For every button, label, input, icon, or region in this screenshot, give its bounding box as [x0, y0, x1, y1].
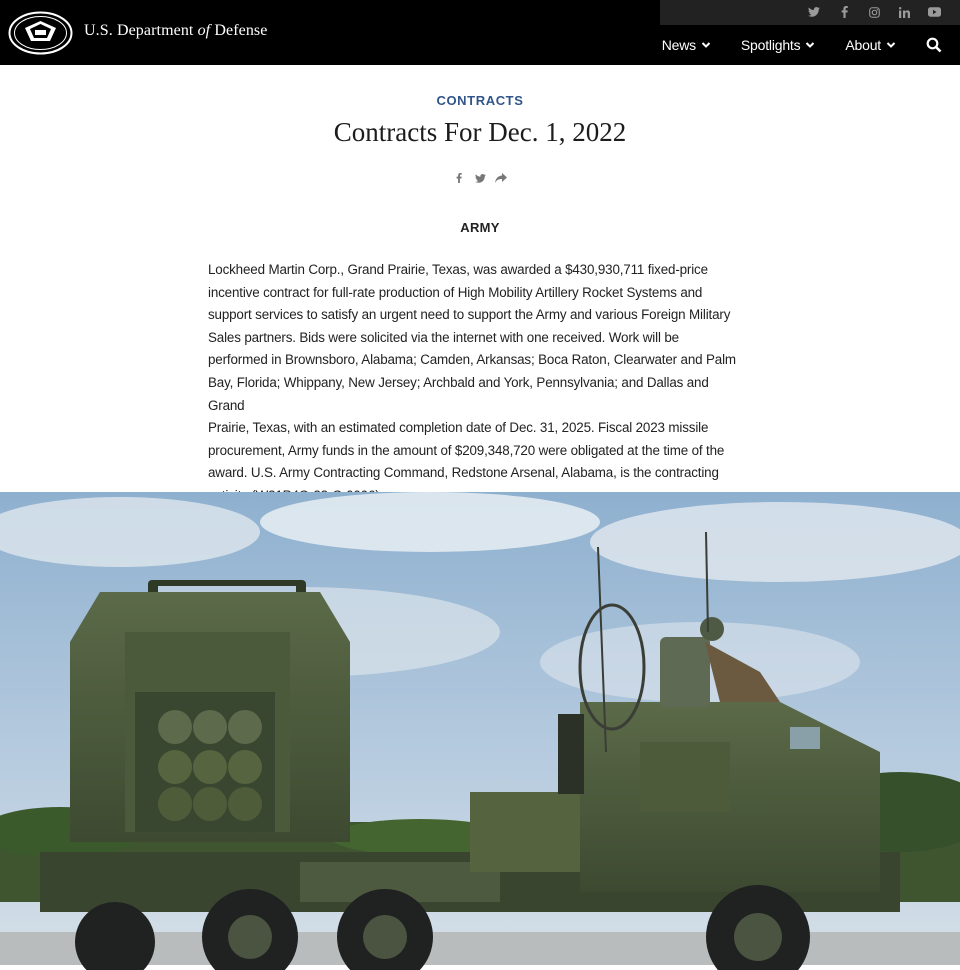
body-line: support services to satisfy an urgent need to support the Army and various Foreign Military: [208, 307, 731, 323]
facebook-icon[interactable]: [453, 172, 465, 184]
body-line: Bay, Florida; Whippany, New Jersey; Archbald and York, Pennsylvania; and Dallas and Grand: [208, 374, 709, 413]
body-line: Prairie, Texas, with an estimated completion date of Dec. 31, 2025. Fiscal 2023 missile: [208, 420, 709, 436]
dod-seal-logo[interactable]: [8, 11, 73, 55]
nav-spotlights[interactable]: [741, 37, 815, 53]
body-line: incentive contract for full-rate production of High Mobility Artillery Rocket Systems and: [208, 284, 703, 300]
body-line: procurement, Army funds in the amount of $209,348,720 were obligated at the time of the: [208, 442, 725, 458]
share-icon[interactable]: [495, 172, 507, 184]
site-title[interactable]: [84, 22, 267, 40]
twitter-icon[interactable]: [474, 172, 486, 184]
nav-news-label: News: [661, 37, 696, 53]
body-line: award. U.S. Army Contracting Command, Redstone Arsenal, Alabama, is the contracting: [208, 465, 719, 481]
chevron-down-icon: [701, 40, 711, 50]
facebook-icon[interactable]: [836, 4, 852, 20]
youtube-icon[interactable]: [926, 4, 942, 20]
site-header: [0, 0, 960, 65]
site-title-suffix: Defense: [210, 22, 268, 39]
chevron-down-icon: [886, 40, 896, 50]
nav-about[interactable]: [845, 37, 896, 53]
nav-about-label: About: [845, 37, 881, 53]
site-title-text: U.S. Department: [84, 22, 198, 39]
nav-spotlights-label: Spotlights: [740, 37, 801, 53]
himars-photo: [0, 492, 960, 965]
twitter-icon[interactable]: [806, 4, 822, 20]
search-icon[interactable]: [926, 37, 942, 53]
main-nav: [662, 34, 960, 56]
body-line: performed in Brownsboro, Alabama; Camden, Arkansas; Boca Raton, Clearwater and Palm: [208, 352, 736, 368]
hero-image: [0, 492, 960, 965]
page-title: Contracts For Dec. 1, 2022: [333, 117, 627, 147]
article-body: [208, 259, 748, 508]
social-links-bar: [660, 0, 960, 25]
body-line: Sales partners. Bids were solicited via the internet with one received. Work will be: [208, 329, 679, 345]
share-buttons: [0, 172, 960, 184]
site-title-of: of: [197, 22, 211, 39]
body-line: Lockheed Martin Corp., Grand Prairie, Texas, was awarded a $430,930,711 fixed-price: [208, 262, 708, 277]
linkedin-icon[interactable]: [896, 4, 912, 20]
article-category[interactable]: CONTRACTS: [436, 93, 524, 108]
instagram-icon[interactable]: [866, 4, 882, 20]
section-heading: ARMY: [460, 220, 500, 235]
chevron-down-icon: [805, 40, 815, 50]
launcher-pod: [70, 580, 350, 842]
nav-news[interactable]: [662, 37, 711, 53]
article-content: [0, 65, 960, 492]
